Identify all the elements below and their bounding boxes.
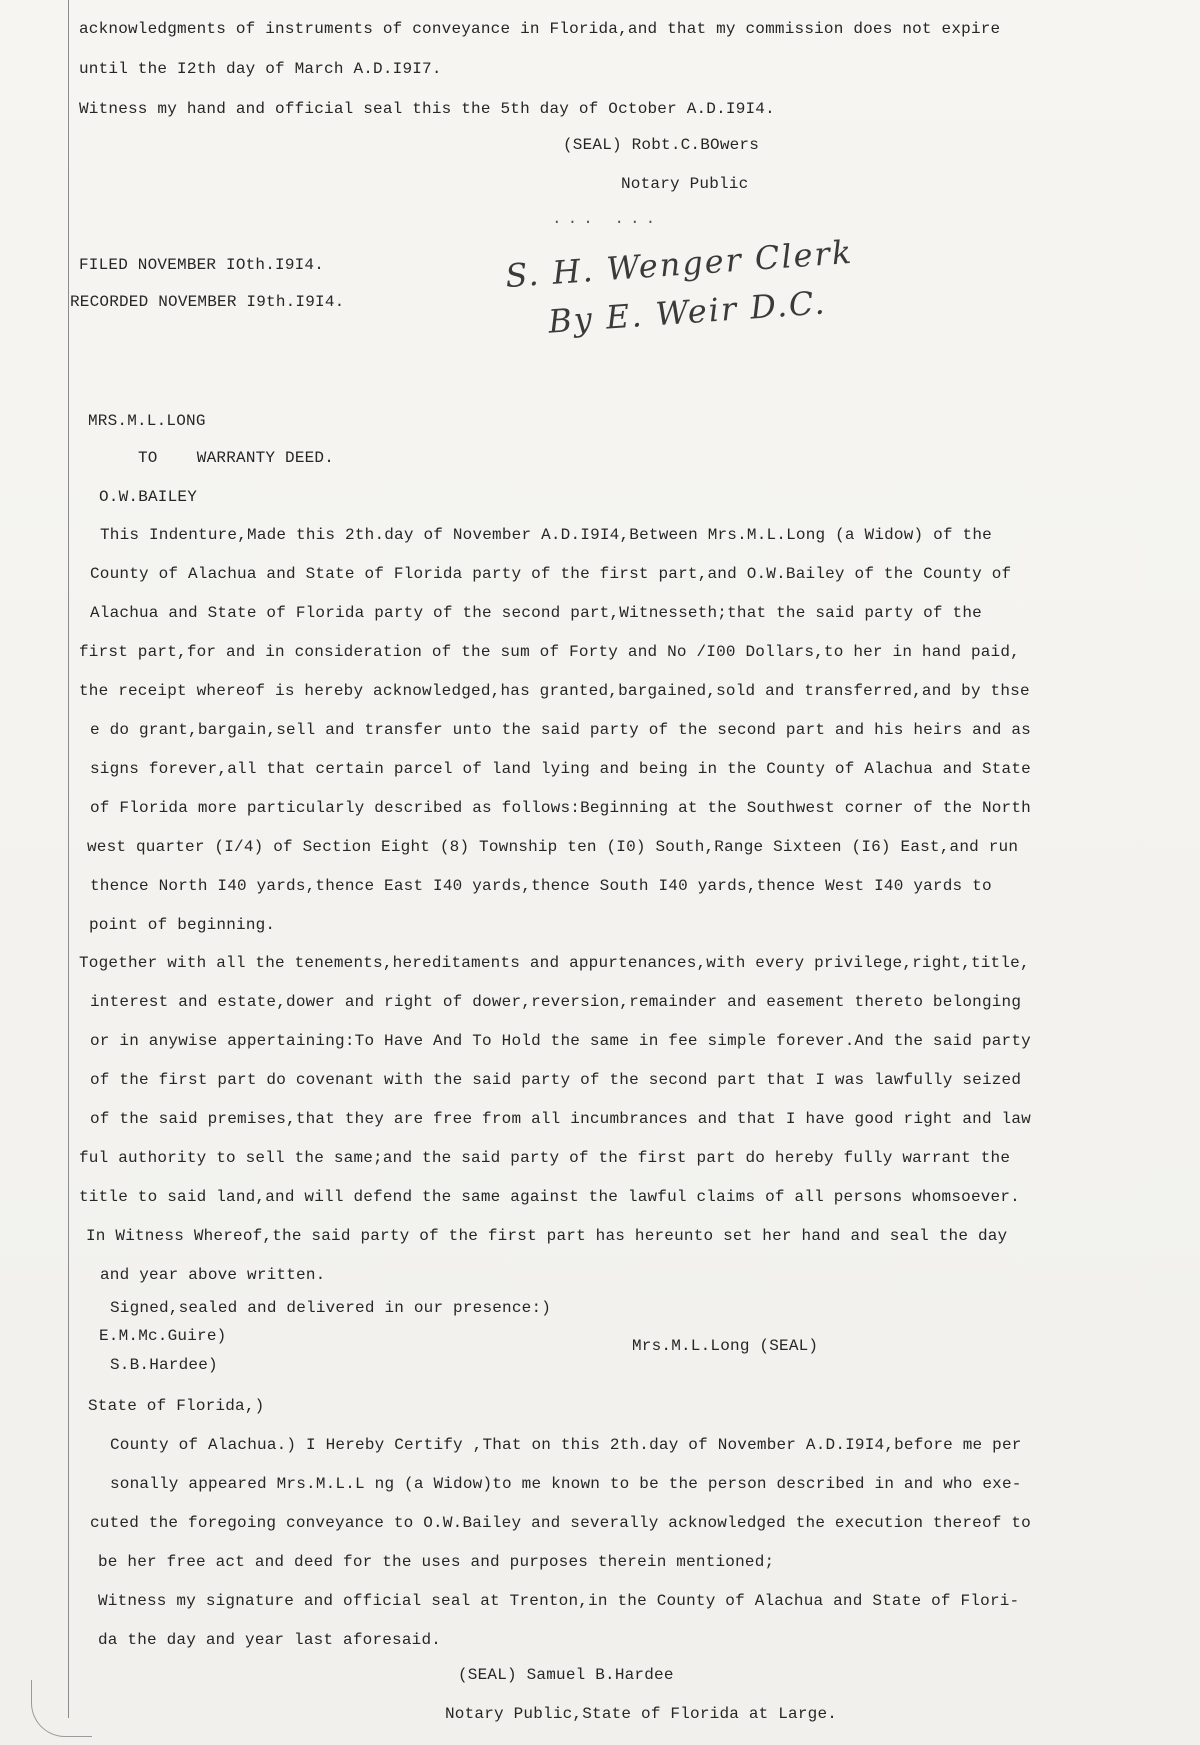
grantor-name: MRS.M.L.LONG xyxy=(88,412,206,430)
body-line: signs forever,all that certain parcel of land lying and being in the County of Alachua and State xyxy=(90,760,1031,778)
witness-seal-line: Witness my hand and official seal this the 5th day of October A.D.I9I4. xyxy=(79,100,775,118)
body-line: ful authority to sell the same;and the said party of the first part do hereby fully warrant the xyxy=(79,1149,1011,1167)
body-line: County of Alachua and State of Florida party of the first part,and O.W.Bailey of the County of xyxy=(90,565,1012,583)
body-line: west quarter (I/4) of Section Eight (8) Township ten (I0) South,Range Sixteen (I6) East,and run xyxy=(87,838,1019,856)
acknowledgment-line: Witness my signature and official seal at Trenton,in the County of Alachua and State of Flori- xyxy=(98,1592,1020,1610)
body-line: first part,for and in consideration of the sum of Forty and No /I00 Dollars,to her in hand paid, xyxy=(79,643,1020,661)
section-separator: ... ... xyxy=(552,210,662,228)
notary-seal-signature: (SEAL) Robt.C.BOwers xyxy=(563,136,760,154)
acknowledgment-line: da the day and year last aforesaid. xyxy=(98,1631,442,1649)
acknowledgment-line: County of Alachua.) I Hereby Certify ,That on this 2th.day of November A.D.I9I4,before me per xyxy=(110,1436,1022,1454)
deed-title: TO WARRANTY DEED. xyxy=(138,449,335,467)
body-line: of Florida more particularly described as follows:Beginning at the Southwest corner of the North xyxy=(90,799,1031,817)
acknowledgment-notary-title: Notary Public,State of Florida at Large. xyxy=(445,1705,838,1723)
witness-one: E.M.Mc.Guire) xyxy=(99,1327,227,1345)
recorded-date: RECORDED NOVEMBER I9th.I9I4. xyxy=(70,293,345,311)
body-line: This Indenture,Made this 2th.day of November A.D.I9I4,Between Mrs.M.L.Long (a Widow) of the xyxy=(100,526,992,544)
body-line: Together with all the tenements,hereditaments and appurtenances,with every privilege,right,title, xyxy=(79,954,1030,972)
commission-expiry-line: until the I2th day of March A.D.I9I7. xyxy=(79,60,442,78)
acknowledgment-line: sonally appeared Mrs.M.L.L ng (a Widow)to me known to be the person described in and who exe- xyxy=(110,1475,1022,1493)
notary-commission-line: acknowledgments of instruments of conveyance in Florida,and that my commission does not expire xyxy=(79,20,1001,38)
body-line: Alachua and State of Florida party of the second part,Witnesseth;that the said party of the xyxy=(90,604,982,622)
body-line: In Witness Whereof,the said party of the first part has hereunto set her hand and seal the day xyxy=(86,1227,1008,1245)
body-line: and year above written. xyxy=(100,1266,326,1284)
body-line: e do grant,bargain,sell and transfer unto the said party of the second part and his heirs and as xyxy=(90,721,1031,739)
body-line: thence North I40 yards,thence East I40 yards,thence South I40 yards,thence West I40 yards to xyxy=(90,877,992,895)
signed-sealed-line: Signed,sealed and delivered in our presence:) xyxy=(110,1299,552,1317)
body-line: the receipt whereof is hereby acknowledged,has granted,bargained,sold and transferred,and by thse xyxy=(79,682,1030,700)
grantee-name: O.W.BAILEY xyxy=(99,488,198,506)
clerk-handwritten-signature: S. H. Wenger Clerk xyxy=(504,232,855,296)
body-line: of the said premises,that they are free from all incumbrances and that I have good right and law xyxy=(90,1110,1031,1128)
notary-title: Notary Public xyxy=(621,175,749,193)
left-margin-rule xyxy=(68,0,69,1718)
body-line: title to said land,and will defend the same against the lawful claims of all persons whomsoever. xyxy=(79,1188,1020,1206)
acknowledgment-notary-seal: (SEAL) Samuel B.Hardee xyxy=(458,1666,674,1684)
witness-two: S.B.Hardee) xyxy=(110,1356,218,1374)
grantor-signature: Mrs.M.L.Long (SEAL) xyxy=(632,1337,819,1355)
body-line: point of beginning. xyxy=(89,916,276,934)
body-line: of the first part do covenant with the said party of the second part that I was lawfully seized xyxy=(90,1071,1022,1089)
acknowledgment-line: be her free act and deed for the uses and purposes therein mentioned; xyxy=(98,1553,775,1571)
filed-date: FILED NOVEMBER IOth.I9I4. xyxy=(79,256,325,274)
deputy-clerk-handwritten-signature: By E. Weir D.C. xyxy=(547,283,828,341)
body-line: interest and estate,dower and right of dower,reversion,remainder and easement thereto belonging xyxy=(90,993,1022,1011)
acknowledgment-state: State of Florida,) xyxy=(88,1397,265,1415)
body-line: or in anywise appertaining:To Have And To Hold the same in fee simple forever.And the said party xyxy=(90,1032,1031,1050)
acknowledgment-line: cuted the foregoing conveyance to O.W.Bailey and severally acknowledged the execution thereof to xyxy=(90,1514,1031,1532)
page-corner-curl xyxy=(31,1680,92,1737)
